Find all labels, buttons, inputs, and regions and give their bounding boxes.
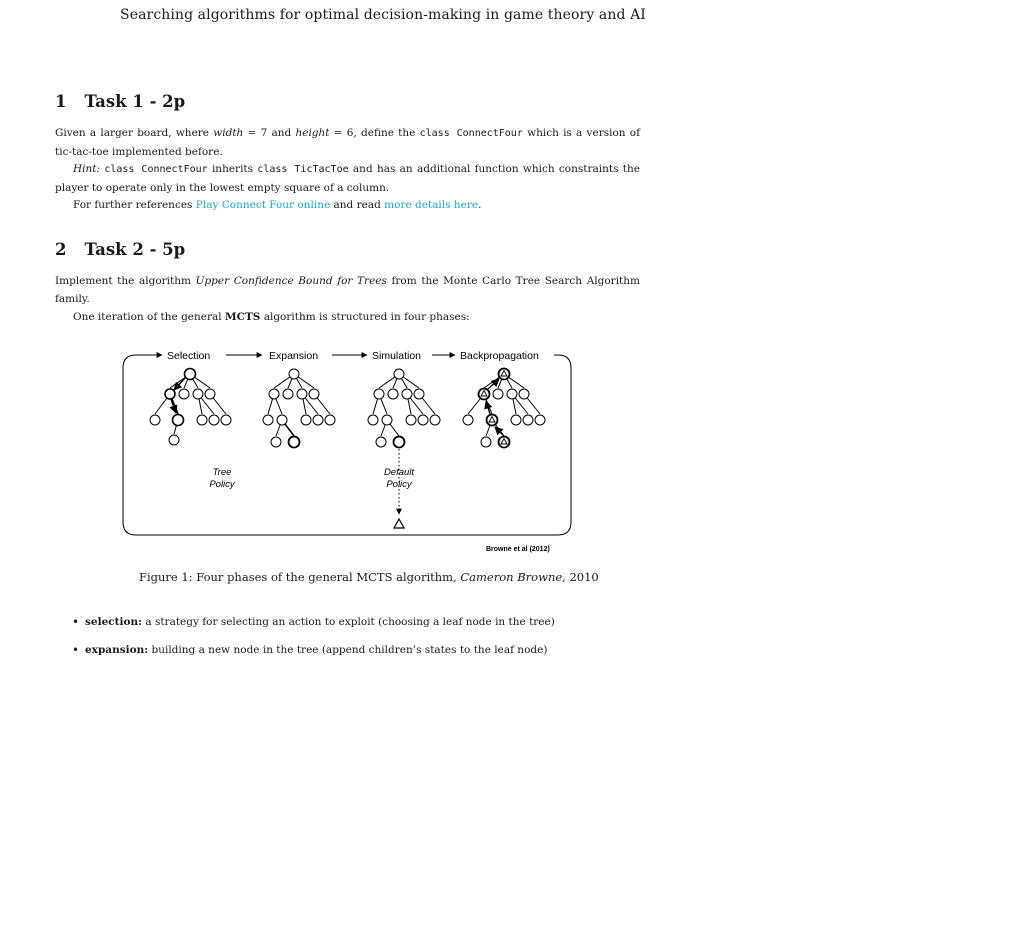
phase-label-selection: Selection [167,350,211,362]
bullet-term: selection: [85,616,143,628]
task1-hint-paragraph: Hint: class ConnectFour inherits class TicTacToe and has an additional function which constraints the player to operate only in the lowest empty square of a column. [55,163,640,194]
height-variable: height [295,127,330,139]
section-2-heading [55,240,185,259]
mcts-term: MCTS [224,311,261,323]
phase-label-simulation: Simulation [372,350,422,362]
code-class-connectfour: class ConnectFour [104,164,208,175]
phase-label-backpropagation: Backpropagation [460,350,539,362]
backprop-arrow [495,427,503,435]
link-play-connect-four[interactable]: Play Connect Four online [195,199,331,211]
bullet-icon: • [72,643,80,657]
tree-policy-label: Policy [209,479,235,490]
tree-policy-label: Tree [212,467,232,478]
code-class-connectfour: class ConnectFour [419,128,523,139]
task1-references-paragraph: For further references Play Connect Four online and read more details here. [73,199,482,211]
task2-paragraph-2: One iteration of the general MCTS algorithm is structured in four phases: [73,311,470,323]
bullet-term: expansion: [85,644,149,656]
width-variable: width [213,127,244,139]
figure-credit: Browne et al (2012) [486,546,550,553]
task1-paragraph-1: Given a larger board, where width = 7 and height = 6, define the class ConnectFour which is a version of tic-tac-toe implemented before. [55,127,640,158]
link-more-details[interactable]: more details here [384,199,479,211]
default-policy-label: Default [383,467,415,478]
algorithm-name: Upper Confidence Bound for Trees [195,275,387,287]
expansion-tree [263,369,335,448]
backpropagation-tree [463,369,545,448]
simulation-tree [368,369,440,448]
default-policy-label: Policy [386,479,412,490]
page-header: Searching algorithms for optimal decision-making in game theory and AI [120,7,646,23]
section-1-heading [55,92,185,111]
list-item: • selection: a strategy for selecting an action to exploit (choosing a leaf node in the tree) [72,615,555,629]
section-title: Task 1 - 2p [84,92,186,111]
selection-tree [150,369,231,446]
mcts-figure [118,344,580,559]
list-item: • expansion: building a new node in the tree (append children’s states to the leaf node) [72,643,548,657]
code-class-tictactoe: class TicTacToe [257,164,349,175]
section-title: Task 2 - 5p [84,240,186,259]
hint-label: Hint: [73,163,101,175]
task2-paragraph-1: Implement the algorithm Upper Confidence Bound for Trees from the Monte Carlo Tree Search Algorithm family. [55,275,640,305]
figure-caption: Figure 1: Four phases of the general MCTS algorithm, Cameron Browne, 2010 [139,570,599,584]
section-number: 2 [55,240,67,259]
bullet-icon: • [72,615,80,629]
section-number: 1 [55,92,67,111]
terminal-state-triangle [394,519,404,528]
caption-author: Cameron Browne [460,570,563,584]
phase-bullet-list [72,613,672,669]
phase-label-expansion: Expansion [269,350,319,362]
